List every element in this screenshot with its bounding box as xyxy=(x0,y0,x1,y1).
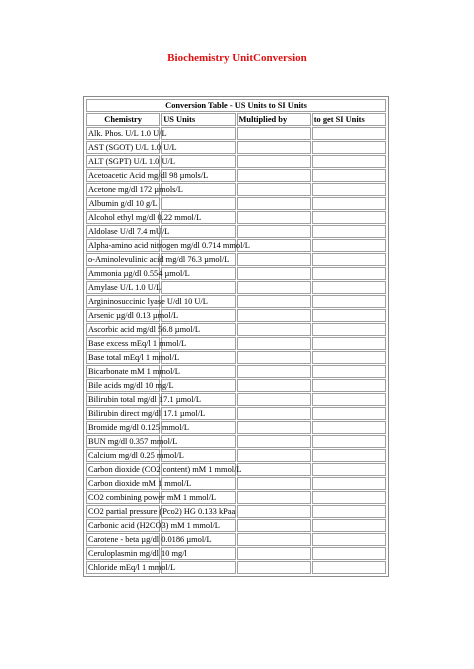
conversion-table xyxy=(85,98,387,575)
header-multiplied-by: Multiplied by xyxy=(237,113,311,126)
multiplied-by-cell xyxy=(237,253,311,266)
chemistry-cell xyxy=(86,477,192,490)
si-units-cell xyxy=(312,281,386,294)
si-units-cell xyxy=(312,197,386,210)
table-row xyxy=(86,505,386,518)
si-units-cell xyxy=(312,533,386,546)
chemistry-text: Alpha-amino acid nitrogen mg/dl 0.714 mmol/L xyxy=(88,241,250,250)
chemistry-cell xyxy=(86,211,202,224)
si-units-cell xyxy=(312,365,386,378)
chemistry-cell xyxy=(86,449,184,462)
multiplied-by-cell xyxy=(237,519,311,532)
si-units-cell xyxy=(312,141,386,154)
table-row xyxy=(86,295,386,308)
table-row xyxy=(86,379,386,392)
header-us-units: US Units xyxy=(161,113,235,126)
chemistry-text: Carbonic acid (H2CO3) mM 1 mmol/L xyxy=(88,521,220,530)
chemistry-text: Carbon dioxide mM 1 mmol/L xyxy=(88,479,192,488)
table-row xyxy=(86,533,386,546)
multiplied-by-cell xyxy=(237,183,311,196)
chemistry-cell xyxy=(86,547,187,560)
table-row xyxy=(86,421,386,434)
chemistry-text: Alk. Phos. U/L 1.0 U/L xyxy=(88,129,167,138)
chemistry-cell xyxy=(86,407,206,420)
chemistry-cell xyxy=(86,393,202,406)
chemistry-text: Bilirubin total mg/dl 17.1 µmol/L xyxy=(88,395,202,404)
chemistry-cell xyxy=(86,365,180,378)
multiplied-by-cell xyxy=(237,365,311,378)
table-row xyxy=(86,211,386,224)
table-row xyxy=(86,407,386,420)
table-row xyxy=(86,435,386,448)
chemistry-text: Chloride mEq/l 1 mmol/L xyxy=(88,563,176,572)
si-units-cell xyxy=(312,337,386,350)
chemistry-text: AST (SGOT) U/L 1.0 U/L xyxy=(88,143,177,152)
table-row xyxy=(86,337,386,350)
table-row xyxy=(86,561,386,574)
us-units-cell xyxy=(161,281,235,294)
multiplied-by-cell xyxy=(237,197,311,210)
multiplied-by-cell xyxy=(237,323,311,336)
si-units-cell xyxy=(312,547,386,560)
chemistry-cell xyxy=(86,267,190,280)
table-row xyxy=(86,365,386,378)
table-row xyxy=(86,449,386,462)
chemistry-cell xyxy=(86,379,174,392)
header-si-units: to get SI Units xyxy=(312,113,386,126)
si-units-cell xyxy=(312,519,386,532)
multiplied-by-cell xyxy=(237,449,311,462)
table-row xyxy=(86,197,386,210)
table-row xyxy=(86,309,386,322)
multiplied-by-cell xyxy=(237,393,311,406)
chemistry-text: Aldolase U/dl 7.4 mU/L xyxy=(88,227,170,236)
si-units-cell xyxy=(312,309,386,322)
si-units-cell xyxy=(312,211,386,224)
chemistry-text: Acetone mg/dl 172 µmols/L xyxy=(88,185,183,194)
header-chemistry: Chemistry xyxy=(86,113,160,126)
chemistry-text: Argininosuccinic lyase U/dl 10 U/L xyxy=(88,297,208,306)
si-units-cell xyxy=(312,239,386,252)
chemistry-cell xyxy=(86,295,208,308)
chemistry-text: Carbon dioxide (CO2 content) mM 1 mmol/L xyxy=(88,465,242,474)
table-row xyxy=(86,267,386,280)
multiplied-by-cell xyxy=(237,561,311,574)
si-units-cell xyxy=(312,477,386,490)
table-row xyxy=(86,253,386,266)
table-row xyxy=(86,281,386,294)
chemistry-cell xyxy=(86,127,167,140)
multiplied-by-cell xyxy=(237,295,311,308)
chemistry-cell xyxy=(86,141,177,154)
si-units-cell xyxy=(312,393,386,406)
chemistry-cell xyxy=(86,337,187,350)
chemistry-text: Base total mEq/l 1 mmol/L xyxy=(88,353,180,362)
si-units-cell xyxy=(312,253,386,266)
chemistry-cell xyxy=(86,281,160,294)
table-row xyxy=(86,225,386,238)
chemistry-text: Acetoacetic Acid mg/dl 98 µmols/L xyxy=(88,171,209,180)
multiplied-by-cell xyxy=(237,435,311,448)
table-row xyxy=(86,239,386,252)
chemistry-cell xyxy=(86,169,209,182)
multiplied-by-cell xyxy=(237,379,311,392)
chemistry-text: Carotene - beta µg/dl 0.0186 µmol/L xyxy=(88,535,212,544)
multiplied-by-cell xyxy=(237,477,311,490)
si-units-cell xyxy=(312,561,386,574)
table-row xyxy=(86,491,386,504)
table-row xyxy=(86,463,386,476)
chemistry-text: BUN mg/dl 0.357 mmol/L xyxy=(88,437,178,446)
chemistry-text: Bromide mg/dl 0.125 mmol/L xyxy=(88,423,189,432)
chemistry-text: CO2 combining power mM 1 mmol/L xyxy=(88,493,217,502)
multiplied-by-cell xyxy=(237,463,311,476)
conversion-table-frame xyxy=(83,96,389,577)
table-header-row xyxy=(86,113,386,126)
table-row xyxy=(86,141,386,154)
chemistry-cell xyxy=(86,323,201,336)
si-units-cell xyxy=(312,169,386,182)
chemistry-cell xyxy=(86,519,220,532)
chemistry-cell xyxy=(86,463,242,476)
us-units-cell xyxy=(161,225,235,238)
chemistry-cell xyxy=(86,155,175,168)
chemistry-text: Arsenic µg/dl 0.13 µmol/L xyxy=(88,311,179,320)
chemistry-cell xyxy=(86,309,179,322)
multiplied-by-cell xyxy=(237,127,311,140)
chemistry-text: Ascorbic acid mg/dl 56.8 µmol/L xyxy=(88,325,201,334)
si-units-cell xyxy=(312,407,386,420)
chemistry-text: Base excess mEq/l 1 mmol/L xyxy=(88,339,187,348)
us-units-cell xyxy=(161,197,235,210)
chemistry-cell xyxy=(86,225,170,238)
table-row xyxy=(86,323,386,336)
table-caption-row xyxy=(86,99,386,112)
si-units-cell xyxy=(312,127,386,140)
chemistry-text: ALT (SGPT) U/L 1.0 U/L xyxy=(88,157,175,166)
chemistry-text: Bilirubin direct mg/dl 17.1 µmol/L xyxy=(88,409,206,418)
si-units-cell xyxy=(312,155,386,168)
table-row xyxy=(86,519,386,532)
us-units-cell xyxy=(161,127,235,140)
si-units-cell xyxy=(312,225,386,238)
chemistry-text: Calcium mg/dl 0.25 mmol/L xyxy=(88,451,184,460)
chemistry-cell xyxy=(86,561,176,574)
si-units-cell xyxy=(312,491,386,504)
si-units-cell xyxy=(312,505,386,518)
chemistry-cell xyxy=(86,253,230,266)
si-units-cell xyxy=(312,449,386,462)
multiplied-by-cell xyxy=(237,421,311,434)
multiplied-by-cell xyxy=(237,267,311,280)
multiplied-by-cell xyxy=(237,505,311,518)
multiplied-by-cell xyxy=(237,533,311,546)
chemistry-text: CO2 partial pressure (Pco2) HG 0.133 kPaa xyxy=(88,507,236,516)
chemistry-cell xyxy=(86,435,178,448)
table-row xyxy=(86,393,386,406)
si-units-cell xyxy=(312,421,386,434)
si-units-cell xyxy=(312,323,386,336)
chemistry-cell xyxy=(86,505,236,518)
multiplied-by-cell xyxy=(237,491,311,504)
multiplied-by-cell xyxy=(237,141,311,154)
chemistry-text: Albumin g/dl 10 g/L xyxy=(88,199,158,208)
table-body xyxy=(86,127,386,574)
chemistry-cell xyxy=(86,197,160,210)
table-row xyxy=(86,169,386,182)
si-units-cell xyxy=(312,463,386,476)
chemistry-text: Bicarbonate mM 1 mmol/L xyxy=(88,367,180,376)
si-units-cell xyxy=(312,183,386,196)
multiplied-by-cell xyxy=(237,309,311,322)
multiplied-by-cell xyxy=(237,407,311,420)
chemistry-text: Ceruloplasmin mg/dl 10 mg/l xyxy=(88,549,187,558)
multiplied-by-cell xyxy=(237,547,311,560)
multiplied-by-cell xyxy=(237,169,311,182)
si-units-cell xyxy=(312,351,386,364)
chemistry-text: Alcohol ethyl mg/dl 0.22 mmol/L xyxy=(88,213,202,222)
multiplied-by-cell xyxy=(237,211,311,224)
chemistry-cell xyxy=(86,421,189,434)
si-units-cell xyxy=(312,267,386,280)
multiplied-by-cell xyxy=(237,337,311,350)
table-row xyxy=(86,477,386,490)
chemistry-cell xyxy=(86,239,250,252)
chemistry-cell xyxy=(86,183,183,196)
chemistry-cell xyxy=(86,351,180,364)
table-row xyxy=(86,183,386,196)
chemistry-cell xyxy=(86,533,212,546)
si-units-cell xyxy=(312,435,386,448)
multiplied-by-cell xyxy=(237,225,311,238)
table-caption: Conversion Table - US Units to SI Units xyxy=(86,99,386,112)
si-units-cell xyxy=(312,295,386,308)
table-row xyxy=(86,155,386,168)
chemistry-text: Amylase U/L 1.0 U/L xyxy=(88,283,162,292)
multiplied-by-cell xyxy=(237,351,311,364)
si-units-cell xyxy=(312,379,386,392)
table-row xyxy=(86,547,386,560)
table-row xyxy=(86,127,386,140)
multiplied-by-cell xyxy=(237,155,311,168)
multiplied-by-cell xyxy=(237,281,311,294)
table-row xyxy=(86,351,386,364)
chemistry-cell xyxy=(86,491,217,504)
chemistry-text: Bile acids mg/dl 10 mg/L xyxy=(88,381,174,390)
chemistry-text: Ammonia µg/dl 0.554 µmol/L xyxy=(88,269,190,278)
chemistry-text: o-Aminolevulinic acid mg/dl 76.3 µmol/L xyxy=(88,255,230,264)
document-title: Biochemistry UnitConversion xyxy=(167,52,307,64)
